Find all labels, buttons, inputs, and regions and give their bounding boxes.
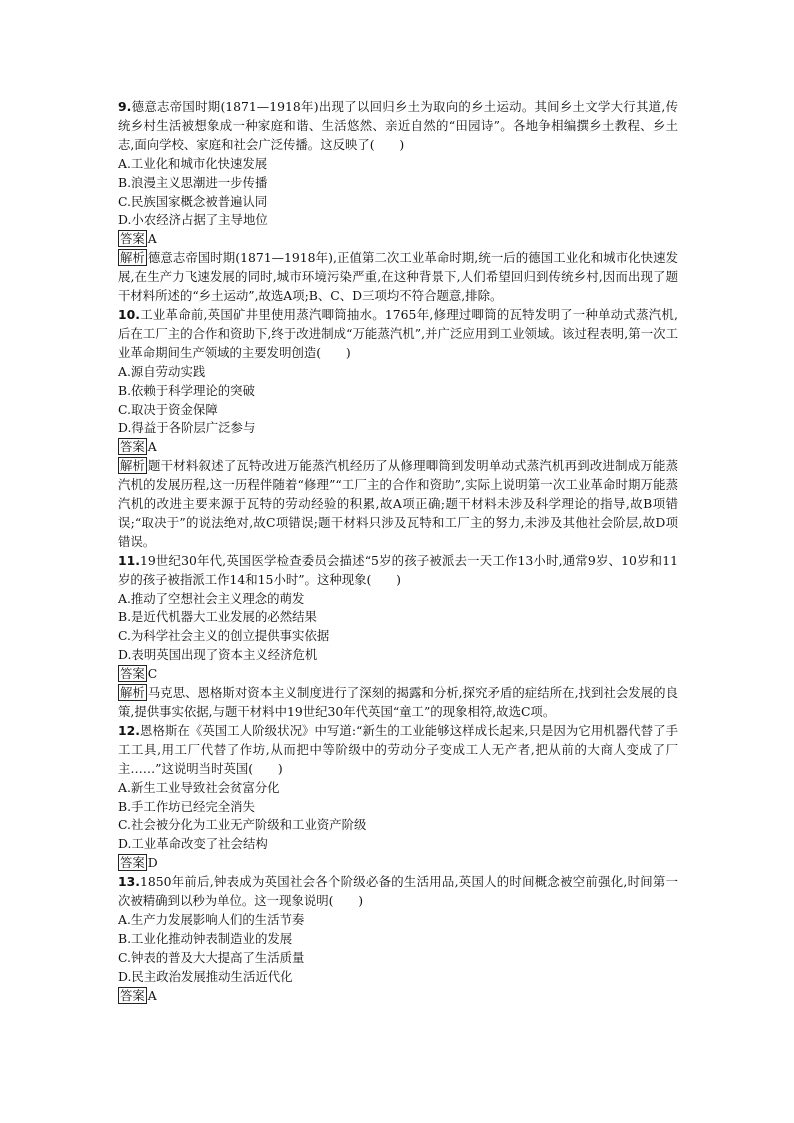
option-c: C.取决于资金保障 [118,401,218,417]
option-b: B.浪漫主义思潮进一步传播 [118,174,268,190]
answer-line [118,438,678,457]
analysis-text: 马克思、恩格斯对资本主义制度进行了深刻的揭露和分析,探究矛盾的症结所在,找到社会发展的良策,提供事实依据,与题干材料中19世纪30年代英国“童工”的现象相符,故选C项。 [118,685,678,719]
question-number: 9. [118,99,132,114]
option-d: D.工业革命改变了社会结构 [118,836,268,852]
question-number: 11. [118,552,140,568]
answer-value: A [147,231,157,247]
answer-line [118,230,678,249]
answer-tag: 答案 [120,987,145,1003]
option-d: D.民主政治发展推动生活近代化 [118,968,293,984]
option-b: B.手工作坊已经完全消失 [118,798,255,814]
analysis-block [118,684,678,722]
answer-line [118,665,678,684]
analysis-tag: 解析 [120,250,145,266]
analysis-block [118,249,678,306]
answer-tag: 答案 [120,231,145,247]
answer-line [118,854,678,873]
question-number: 13. [118,874,140,890]
question-number: 10. [118,306,140,322]
answer-value: A [147,987,157,1003]
option-d: D.小农经济占据了主导地位 [118,212,268,228]
question-13 [118,873,678,911]
analysis-text: 德意志帝国时期(1871—1918年),正值第二次工业革命时期,统一后的德国工业化和城市化快速发展,在生产力飞速发展的同时,城市环境污染严重,在这种背景下,人们希望回归到传统乡村,因而出现了题干材料所述的“乡土运动”,故选A项;B、C、D三项均不符合题意,排除。 [118,250,678,304]
document-page [118,98,678,1006]
option-a: A.新生工业导致社会贫富分化 [118,779,280,795]
question-text: 德意志帝国时期(1871—1918年)出现了以回归乡土为取向的乡土运动。其间乡土文学大行其道,传统乡村生活被想象成一种家庭和谐、生活悠然、亲近自然的“田园诗”。各地争相编撰乡土教程、乡土志,面向学校、家庭和社会广泛传播。这反映了( ) [118,99,678,152]
question-text: 1850年前后,钟表成为英国社会各个阶级必备的生活用品,英国人的时间概念被空前强化,时间第一次被精确到以秒为单位。这一现象说明( ) [118,874,678,909]
option-c: C.钟表的普及大大提高了生活质量 [118,949,305,965]
question-number: 12. [118,722,140,738]
answer-value: D [147,855,158,871]
question-text: 恩格斯在《英国工人阶级状况》中写道:“新生的工业能够这样成长起来,只是因为它用机器代替了手工工具,用工厂代替了作坊,从而把中等阶级中的劳动分子变成工人无产者,把从前的大商人变成了厂主……”这说明当时英国( ) [118,722,678,776]
option-a: A.推动了空想社会主义理念的萌发 [118,590,305,606]
answer-tag: 答案 [120,855,145,871]
analysis-block [118,457,678,552]
answer-tag: 答案 [120,666,145,682]
answer-line [118,987,678,1006]
answer-value: C [147,666,158,682]
answer-tag: 答案 [120,439,145,455]
question-9 [118,98,678,155]
option-c: C.为科学社会主义的创立提供事实依据 [118,628,330,644]
option-b: B.是近代机器大工业发展的必然结果 [118,609,317,625]
analysis-tag: 解析 [120,458,145,474]
option-b: B.工业化推动钟表制造业的发展 [118,930,293,946]
question-11 [118,552,678,590]
option-d: D.表明英国出现了资本主义经济危机 [118,647,318,663]
option-d: D.得益于各阶层广泛参与 [118,420,256,436]
option-a: A.生产力发展影响人们的生活节奏 [118,911,305,927]
question-text: 19世纪30年代,英国医学检查委员会描述“5岁的孩子被派去一天工作13小时,通常9岁、10岁和11岁的孩子被指派工作14和15小时”。这种现象( ) [118,552,678,587]
question-text: 工业革命前,英国矿井里使用蒸汽唧筒抽水。1765年,修理过唧筒的瓦特发明了一种单动式蒸汽机,后在工厂主的合作和资助下,终于改进制成“万能蒸汽机”,并广泛应用到工业领域。该过程表明,第一次工业革命期间生产领域的主要发明创造( ) [118,306,678,360]
option-c: C.民族国家概念被普遍认同 [118,193,268,209]
question-10 [118,306,678,363]
analysis-text: 题干材料叙述了瓦特改进万能蒸汽机经历了从修理唧筒到发明单动式蒸汽机再到改进制成万能蒸汽机的发展历程,这一历程伴随着“修理”“工厂主的合作和资助”,实际上说明第一次工业革命时期万能蒸汽机的改进主要来源于瓦特的劳动经验的积累,故A项正确;题干材料未涉及科学理论的指导,故B项错误;“取决于”的说法绝对,故C项错误;题干材料只涉及瓦特和工厂主的努力,未涉及其他社会阶层,故D项错误。 [118,458,678,549]
option-b: B.依赖于科学理论的突破 [118,382,255,398]
analysis-tag: 解析 [120,685,145,701]
answer-value: A [147,439,157,455]
option-a: A.源自劳动实践 [118,363,206,379]
option-c: C.社会被分化为工业无产阶级和工业资产阶级 [118,817,367,833]
question-12 [118,722,678,779]
option-a: A.工业化和城市化快速发展 [118,155,268,171]
